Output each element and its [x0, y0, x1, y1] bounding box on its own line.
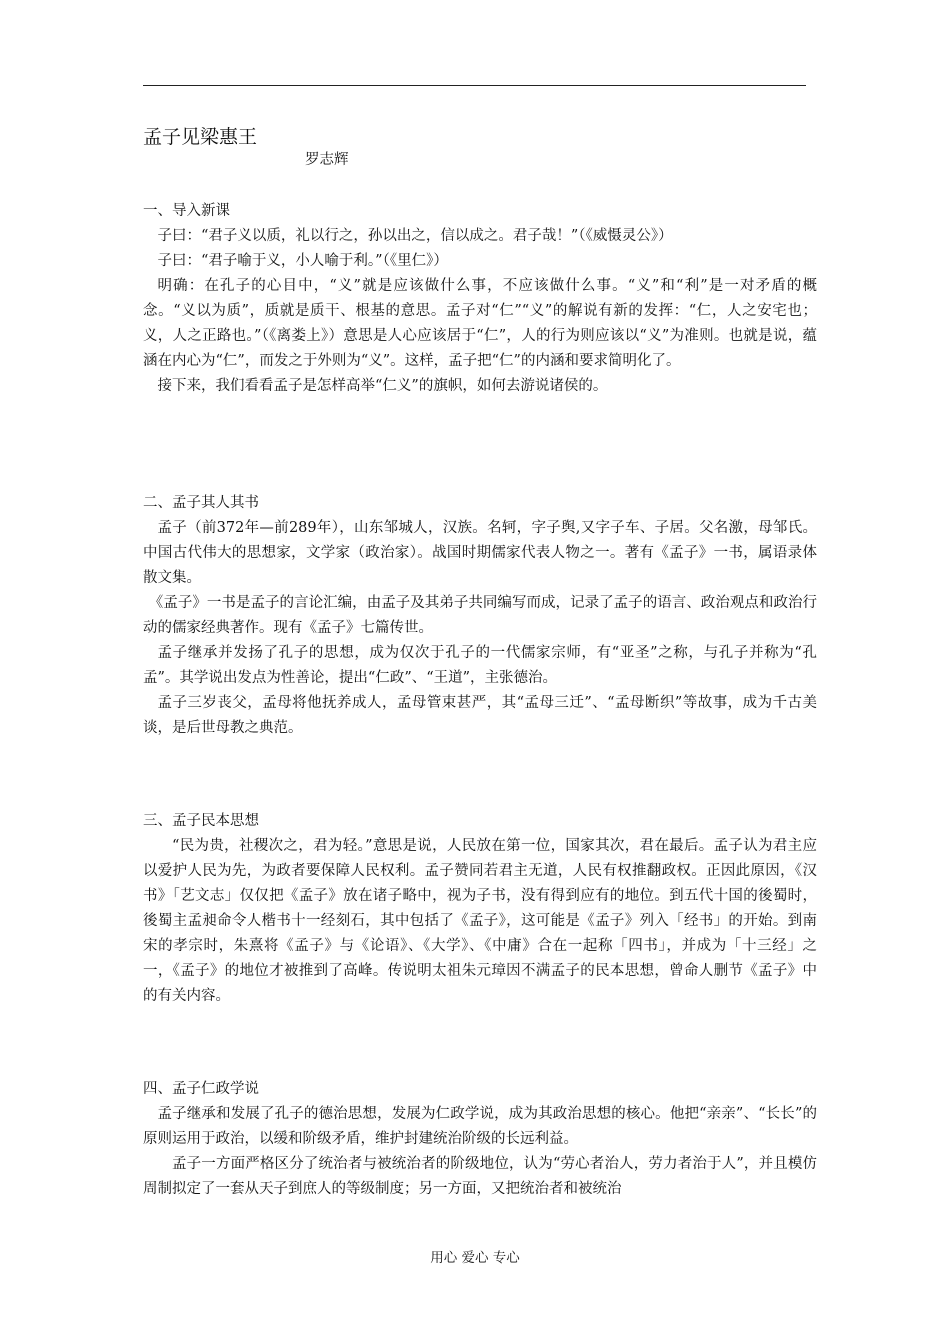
section-introduction — [143, 199, 817, 399]
document-title: 孟子见梁惠王 — [143, 126, 258, 148]
section-heading: 四、孟子仁政学说 — [143, 1081, 259, 1097]
body-paragraph: 孟子继承并发扬了孔子的思想，成为仅次于孔子的一代儒家宗师，有“亚圣”之称，与孔子并称为“孔孟”。其学说出发点为性善论，提出“仁政”、“王道”，主张德治。 — [143, 645, 817, 686]
section-benevolent-government — [143, 1077, 817, 1202]
body-paragraph: 孟子三岁丧父，孟母将他抚养成人，孟母管束甚严，其“孟母三迁”、“孟母断织”等故事，成为千古美谈，是后世母教之典范。 — [143, 695, 817, 736]
section-heading: 二、孟子其人其书 — [143, 495, 259, 511]
quote-paragraph: 子曰：“君子喻于义，小人喻于利。”（《里仁》） — [157, 253, 448, 269]
body-paragraph: 孟子继承和发展了孔子的德治思想，发展为仁政学说，成为其政治思想的核心。他把“亲亲”、“长长”的原则运用于政治，以缓和阶级矛盾，维护封建统治阶级的长远利益。 — [143, 1106, 817, 1147]
body-paragraph: 孟子（前372年—前289年），山东邹城人，汉族。名轲，字子舆,又字子车、子居。父名激，母邹氏。中国古代伟大的思想家，文学家（政治家）。战国时期儒家代表人物之一。著有《孟子》一书，属语录体散文集。 — [143, 520, 817, 586]
body-paragraph: 明确：在孔子的心目中，“义”就是应该做什么事，不应该做什么事。“义”和“利”是一对矛盾的概念。“义以为质”，质就是质干、根基的意思。孟子对“仁”“义”的解说有新的发挥：“仁，人之安宅也；义，人之正路也。”（《离娄上》）意思是人心应该居于“仁”，人的行为则应该以“义”为准则。也就是说，蕴涵在内心为“仁”，而发之于外则为“义”。这样，孟子把“仁”的内涵和要求简明化了。 — [143, 278, 817, 369]
page-footer: 用心 爱心 专心 — [430, 1250, 520, 1266]
body-paragraph: 《孟子》一书是孟子的言论汇编，由孟子及其弟子共同编写而成，记录了孟子的语言、政治观点和政治行动的儒家经典著作。现有《孟子》七篇传世。 — [143, 595, 817, 636]
section-biography — [143, 491, 817, 741]
body-paragraph: 孟子一方面严格区分了统治者与被统治者的阶级地位，认为“劳心者治人，劳力者治于人”，并且模仿周制拟定了一套从天子到庶人的等级制度；另一方面，又把统治者和被统治 — [143, 1156, 817, 1197]
header-rule — [143, 85, 806, 86]
quote-paragraph: 子曰：“君子义以质，礼以行之，孙以出之，信以成之。君子哉！”（《威慑灵公》） — [157, 228, 673, 244]
body-paragraph: 接下来，我们看看孟子是怎样高举“仁义”的旗帜，如何去游说诸侯的。 — [157, 378, 608, 394]
author-name: 罗志辉 — [305, 152, 349, 168]
section-people-first — [143, 809, 817, 1009]
body-paragraph: “民为贵，社稷次之，君为轻。”意思是说，人民放在第一位，国家其次，君在最后。孟子认为君主应以爱护人民为先，为政者要保障人民权利。孟子赞同若君主无道，人民有权推翻政权。正因此原因，《汉书》「艺文志」仅仅把《孟子》放在诸子略中，视为子书，没有得到应有的地位。到五代十国的後蜀时，後蜀主孟昶命令人楷书十一经刻石，其中包括了《孟子》，这可能是《孟子》列入「经书」的开始。到南宋的孝宗时，朱熹将《孟子》与《论语》、《大学》、《中庸》合在一起称「四书」，并成为「十三经」之一，《孟子》的地位才被推到了高峰。传说明太祖朱元璋因不满孟子的民本思想，曾命人删节《孟子》中的有关内容。 — [143, 838, 817, 1004]
section-heading: 三、孟子民本思想 — [143, 813, 259, 829]
section-heading: 一、导入新课 — [143, 203, 230, 219]
